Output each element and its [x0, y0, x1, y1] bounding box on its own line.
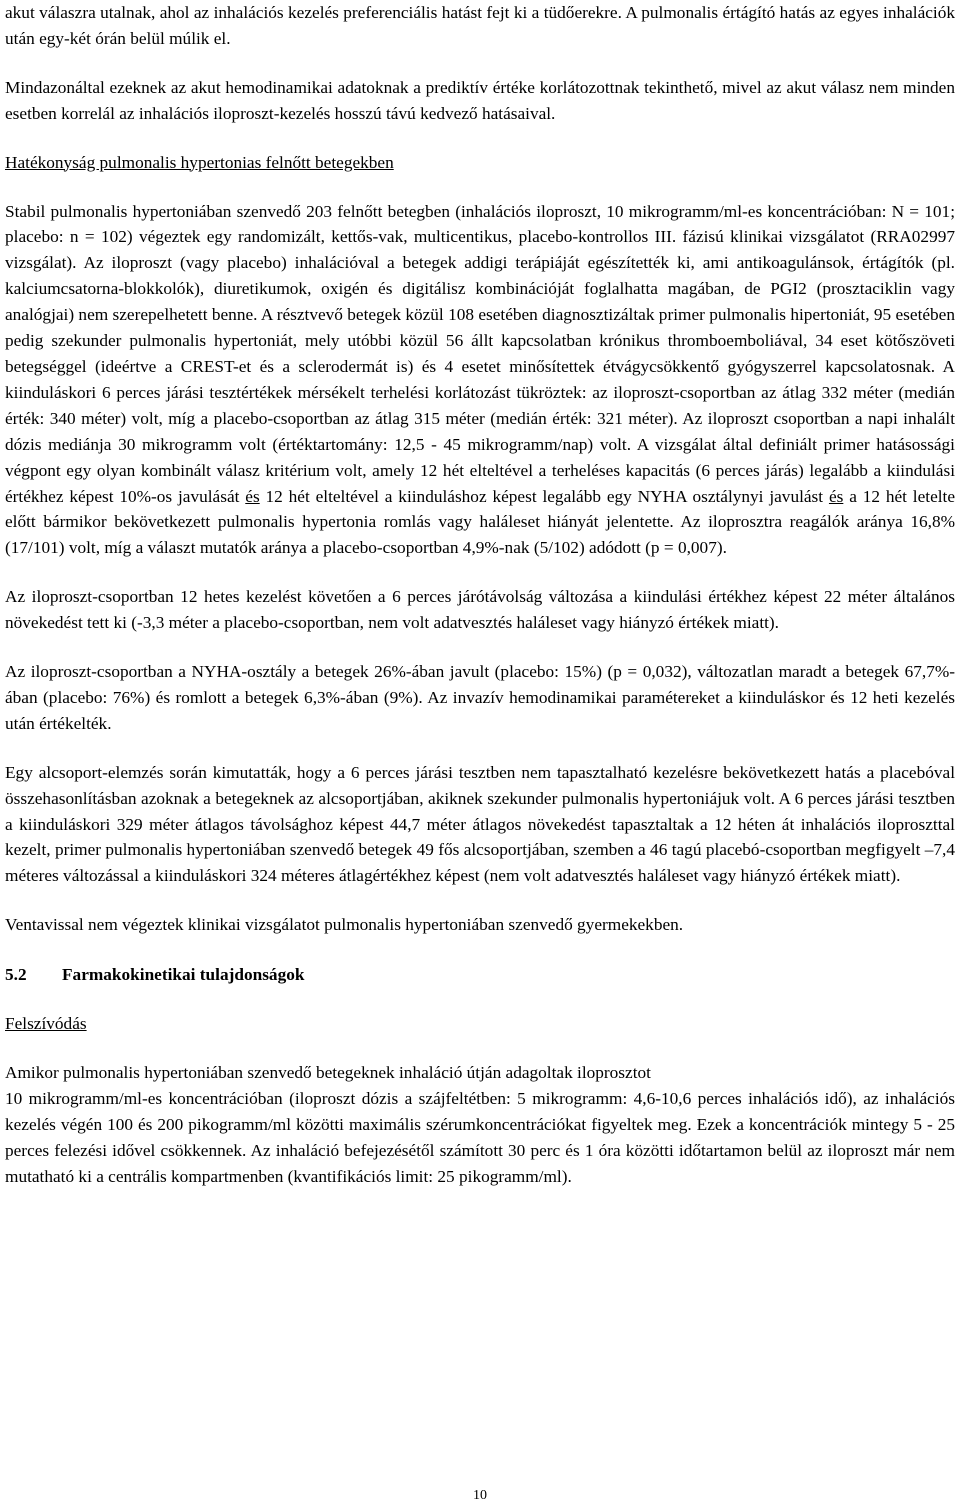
absorption-rest: 10 mikrogramm/ml-es koncentrációban (iloproszt dózis a szájfeltétben: 5 mikrogramm: 4,6-10,6 perces inhalációs idő), az inhalációs kezelés végén 100 és 200 pikogramm/ml közötti maximális szérumkoncentrációkat figyeltek meg. Ezek a koncentrációk mintegy 5 - 25 perces felezési idővel csökkennek. Az inhaláció befejezésétől számított 30 perc és 1 óra közötti időtartamon belül az iloproszt már nem mutatható ki a centrális kompartmenben (kvantifikációs limit: 25 pikogramm/ml). — [5, 1088, 955, 1186]
absorption-line1: Amikor pulmonalis hypertoniában szenvedő betegeknek inhaláció útján adagoltak iloprosztot — [5, 1063, 651, 1082]
paragraph-absorption — [5, 1060, 955, 1190]
paragraph-predictive-value: Mindazonáltal ezeknek az akut hemodinamikai adatoknak a prediktív értéke korlátozottnak tekinthető, mivel az akut válasz nem minden esetben korrelál az inhalációs iloproszt-kezelés hosszú távú kedvező hatásaival. — [5, 77, 955, 123]
subheading-efficacy: Hatékonyság pulmonalis hypertonias felnőtt betegekben — [5, 152, 394, 172]
page-number: 10 — [473, 1488, 487, 1503]
subheading-absorption-wrapper — [5, 1011, 955, 1037]
section-title: Farmakokinetikai tulajdonságok — [62, 965, 305, 985]
section-heading — [5, 962, 955, 988]
paragraph-nyha-class: Az iloproszt-csoportban a NYHA-osztály a betegek 26%-ában javult (placebo: 15%) (p = 0,032), változatlan maradt a betegek 67,7%-ában (placebo: 76%) és romlott a betegek 6,3%-ában (9%). Az invazív hemodinamikai paramétereket a kiinduláskor és 12 heti kezelés után értékelték. — [5, 662, 955, 733]
paragraph-pediatric: Ventavissal nem végeztek klinikai vizsgálatot pulmonalis hypertoniában szenvedő gyermekekben. — [5, 915, 684, 935]
paragraph-walk-distance: Az iloproszt-csoportban 12 hetes kezelést követően a 6 perces járótávolság változása a kiindulási értékhez képest 22 méter általános növekedést tett ki (-3,3 méter a placebo-csoportban, nem volt adatvesztés haláleset vagy hiányzó értékek miatt). — [5, 587, 955, 633]
paragraph-rra02997-study — [5, 199, 955, 562]
section-number: 5.2 — [5, 965, 27, 985]
study-text-part3: a 12 hét letelte előtt bármikor bekövetkezett pulmonalis hypertonia romlás vagy haláleset hiányát jelentette. Az iloprosztra reagálók aránya 16,8% (17/101) volt, míg a választ mutatók aránya a placebo-csoportban 4,9%-nak (5/102) adódott (p = 0,007). — [5, 486, 956, 558]
paragraph-acute-response: akut válaszra utalnak, ahol az inhalációs kezelés preferenciális hatást fejt ki a tüdőerekre. A pulmonalis értágító hatás az egyes inhalációk után egy-két órán belül múlik el. — [5, 3, 955, 48]
study-text-part2: 12 hét elteltével a kiinduláshoz képest legalább egy NYHA osztálynyi javulást — [259, 486, 829, 506]
subheading-absorption: Felszívódás — [5, 1014, 87, 1034]
study-text-es1: és — [245, 486, 260, 506]
study-text-es2: és — [828, 486, 844, 506]
paragraph-subgroup-analysis: Egy alcsoport-elemzés során kimutatták, hogy a 6 perces járási tesztben nem tapasztalható kezelésre bekövetkezett hatás a placebóval összehasonlításban azoknak a betegeknek az alcsoportjában, akiknek szekunder pulmonalis hypertoniájuk volt. A 6 perces járási tesztben a kiinduláskori 329 méter átlagos távolsághoz képest 44,7 méter átlagos növekedést tapasztaltak a 12 héten át inhalációs iloproszttal kezelt, primer pulmonalis hypertoniában szenvedő betegek 49 fős alcsoportjában, szemben a 46 tagú placebó-csoportban megfigyelt –7,4 méteres változással a kiinduláskori 324 méteres átlagértékhez képest (nem volt adatvesztés haláleset vagy hiányzó értékek miatt). — [5, 762, 955, 886]
subheading-efficacy-wrapper — [5, 150, 955, 176]
study-text-part1: Stabil pulmonalis hypertoniában szenvedő 203 felnőtt betegben (inhalációs iloproszt, 10 mikrogramm/ml-es koncentrációban: N = 101; placebo: n = 102) végeztek egy randomizált, kettős-vak, multicentikus, placebo-kontrollos III. fázisú klinikai vizsgálatot (RRA02997 vizsgálat). Az iloproszt (vagy placebo) inhalációval a betegek addigi terápiáját egészítették ki, ami antikoagulánsok, értágítók (pl. kalciumcsatorna-blokkolók), diuretikumok, oxigén és digitálisz kombinációját foglalhatta magában, de PGI2 (prosztaciklin vagy analógjai) nem szerepelhetett benne. A résztvevő betegek közül 108 esetében diagnosztizáltak primer pulmonalis hipertoniát, 95 esetében pedig szekunder pulmonalis hypertoniát, mely utóbbi közül 56 állt kapcsolatban krónikus thromboemboliával, 34 eset kötőszöveti betegséggel (ideértve a CREST-et és a sclerodermát is) és 4 esetet minősítettek étvágycsökkentő gyógyszerrel kapcsolatosnak. A kiinduláskori 6 perces járási tesztértékek mérsékelt terhelési korlátozást tükröztek: az iloproszt-csoportban az átlag 332 méter (medián érték: 340 méter) volt, míg a placebo-csoportban az átlag 315 méter (medián érték: 321 méter). Az iloproszt csoportban a napi inhalált dózis mediánja 30 mikrogramm volt (értéktartomány: 12,5 - 45 mikrogramm/nap) volt. A vizsgálat által definiált primer hatásossági végpont egy olyan kombinált válasz kritérium volt, amely 12 hét elteltével a terheléses kapacitás (6 perces járás) legalább a kiindulási értékhez képest 10%-os javulását — [5, 201, 955, 506]
document-page — [5, 0, 955, 1190]
